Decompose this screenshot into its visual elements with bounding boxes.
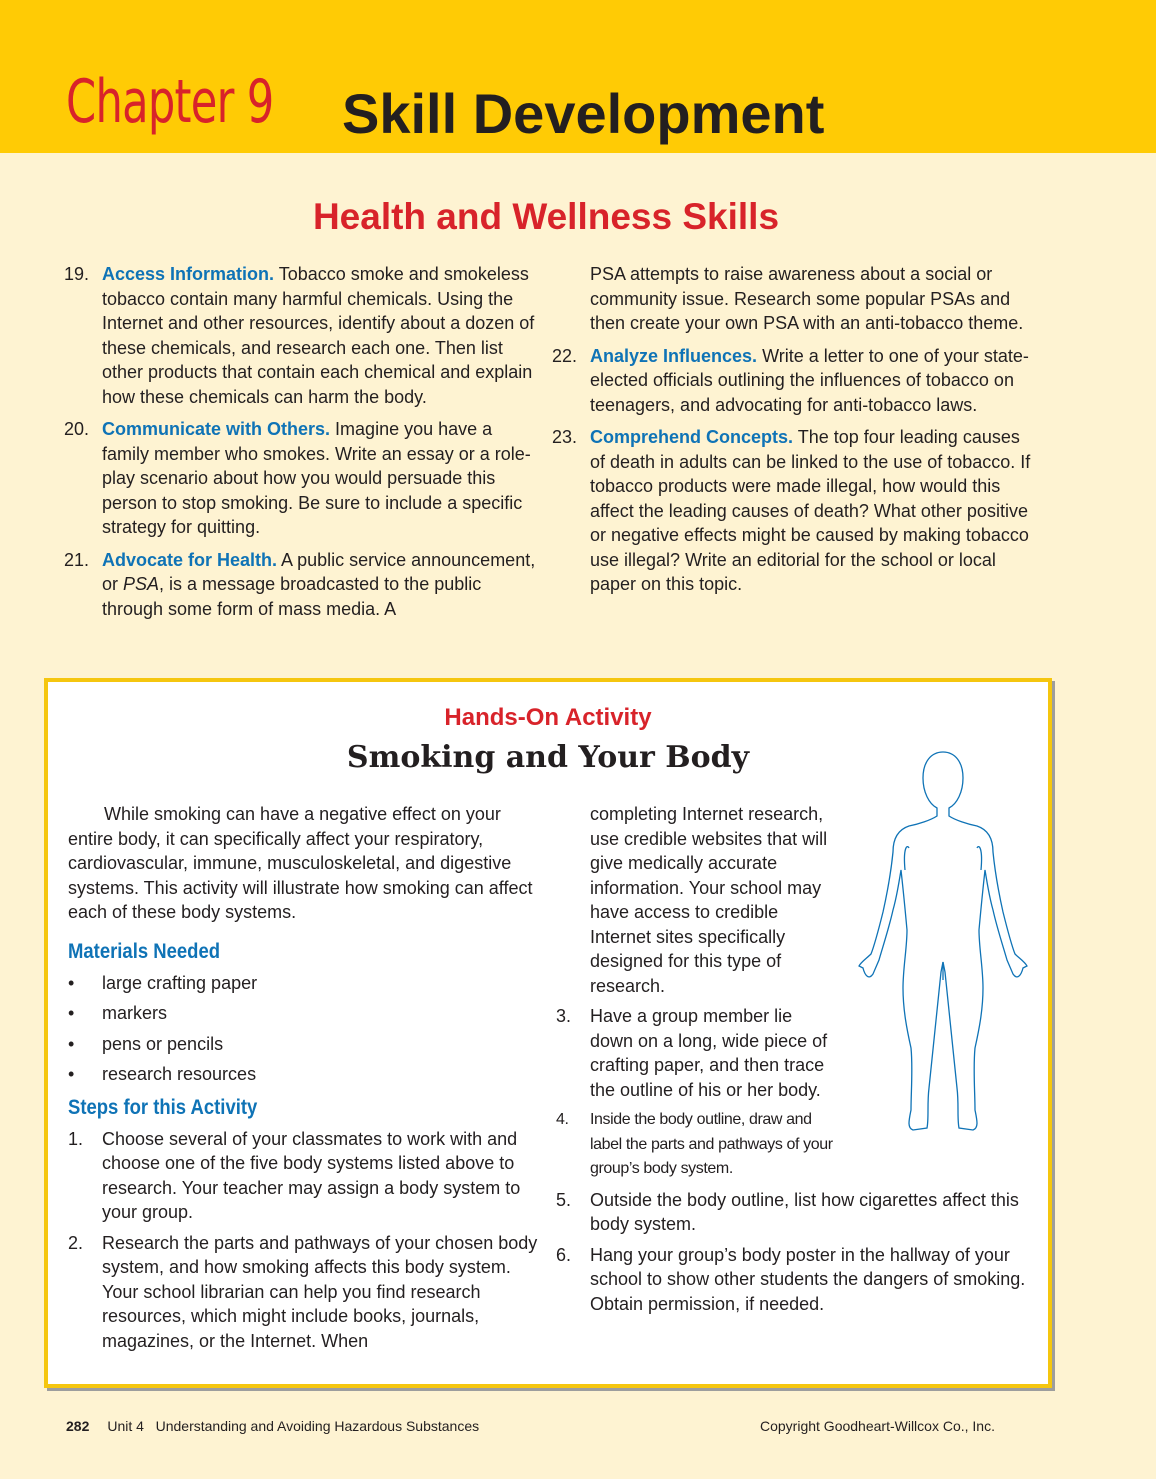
- step-item-2: [68, 1231, 538, 1354]
- skill-text: Imagine you have a family member who smokes. Write an essay or a role-play scenario about how you would persuade this person to stop smoking. Be sure to include a specific strategy for quitting.: [102, 419, 531, 537]
- step-item-6: [556, 1243, 1026, 1317]
- step-text: Choose several of your classmates to work with and choose one of the five body systems listed above to research. Your teacher may assign a body system to your group.: [102, 1128, 521, 1222]
- activity-kicker: Hands-On Activity: [444, 704, 652, 731]
- step-number: 2.: [68, 1232, 84, 1253]
- step-item-4: [556, 1108, 840, 1182]
- list-item: [68, 1001, 538, 1026]
- materials-heading: Materials Needed: [68, 939, 221, 963]
- step-number: 5.: [556, 1189, 572, 1210]
- skill-name: Advocate for Health.: [102, 549, 278, 570]
- step-number: 3.: [556, 1006, 572, 1026]
- skill-name: Communicate with Others.: [102, 419, 331, 439]
- skill-item-22: [552, 344, 1032, 418]
- step-item-2-continuation: completing Internet research, use credible websites that will give medically accurate information. Your school may have access to credible Internet sites specifically designed for this type of research.: [590, 804, 828, 996]
- skill-number: 23.: [552, 427, 578, 447]
- skill-name: Analyze Influences.: [590, 345, 758, 366]
- skill-name: Access Information.: [102, 264, 275, 284]
- skill-name: Comprehend Concepts.: [590, 427, 794, 447]
- skill-item-21: [64, 548, 544, 622]
- skill-number: 22.: [552, 345, 578, 366]
- step-text: Inside the body outline, draw and label the parts and pathways of your group’s body system.: [590, 1111, 833, 1177]
- skill-text: Write a letter to one of your state-elected officials outlining the influences of tobacco on teenagers, and advocating for anti-tobacco laws.: [590, 345, 1029, 415]
- step-number: 6.: [556, 1244, 572, 1265]
- list-item: [68, 1032, 538, 1057]
- bullet-icon: •: [68, 1064, 75, 1084]
- copyright-notice: Copyright Goodheart-Willcox Co., Inc.: [760, 1418, 995, 1434]
- step-text: Have a group member lie down on a long, wide piece of crafting paper, and then trace the outline of his or her body.: [590, 1006, 828, 1100]
- bullet-icon: •: [68, 1003, 75, 1023]
- activity-title: Smoking and Your Body: [346, 740, 750, 775]
- page-title: Skill Development: [342, 82, 825, 145]
- activity-right-column: [556, 802, 1026, 1322]
- step-number: 1.: [68, 1128, 84, 1149]
- section-heading: Health and Wellness Skills: [312, 196, 780, 237]
- steps-heading: Steps for this Activity: [68, 1095, 258, 1119]
- activity-box: [44, 678, 1052, 1388]
- skill-number: 20.: [64, 419, 90, 439]
- page-number: 282: [66, 1418, 90, 1434]
- skill-text: A public service announcement, or: [102, 549, 536, 594]
- footer-left: [66, 1418, 479, 1434]
- skills-column-right: [552, 262, 1032, 605]
- bullet-icon: •: [68, 972, 75, 993]
- skill-text: The top four leading causes of death in adults can be linked to the use of tobacco. If tobacco products were made illegal, how would this affect the leading causes of death? What other positive or negative effects might be caused by making tobacco use illegal? Write an editorial for the school or local paper on this topic.: [590, 427, 1031, 594]
- skill-text: Tobacco smoke and smokeless tobacco contain many harmful chemicals. Using the Internet and other resources, identify about a dozen of these chemicals, and research each one. Then list other products that contain each chemical and explain how these chemicals can harm the body.: [102, 264, 535, 407]
- skill-item-20: [64, 417, 544, 540]
- step-item-3: [556, 1004, 840, 1102]
- skills-column-left: [64, 262, 544, 629]
- skill-text: , is a message broadcasted to the public through some form of mass media. A: [102, 574, 482, 619]
- activity-left-column: [68, 802, 538, 1359]
- step-text: Research the parts and pathways of your chosen body system, and how smoking affects this body system. Your school librarian can help you find research resources, which might include books, journals, magazines, or the Internet. When: [102, 1232, 538, 1351]
- material-label: research resources: [102, 1064, 257, 1084]
- list-item: [68, 1062, 538, 1087]
- chapter-label: Chapter 9: [66, 67, 274, 137]
- activity-intro: While smoking can have a negative effect on your entire body, it can specifically affect your respiratory, cardiovascular, immune, musculoskeletal, and digestive systems. This activity will illustrate how smoking can affect each of these body systems.: [68, 804, 533, 922]
- skill-item-21-continuation: PSA attempts to raise awareness about a social or community issue. Research some popular PSAs and then create your own PSA with an anti-tobacco theme.: [590, 264, 1024, 333]
- list-item: [68, 971, 538, 996]
- skill-number: 21.: [64, 549, 90, 570]
- step-text: Hang your group’s body poster in the hallway of your school to show other students the dangers of smoking. Obtain permission, if needed.: [590, 1244, 1026, 1314]
- step-item-1: [68, 1127, 538, 1225]
- step-text: Outside the body outline, list how cigarettes affect this body system.: [590, 1189, 1019, 1234]
- skill-text-emphasis: PSA: [123, 574, 160, 594]
- skill-number: 19.: [64, 264, 90, 284]
- material-label: pens or pencils: [102, 1033, 224, 1054]
- material-label: large crafting paper: [102, 972, 258, 993]
- material-label: markers: [102, 1003, 168, 1023]
- skill-item-19: [64, 262, 544, 409]
- bullet-icon: •: [68, 1033, 75, 1054]
- step-item-5: [556, 1188, 1026, 1237]
- skill-item-23: [552, 425, 1032, 597]
- step-number: 4.: [556, 1111, 569, 1128]
- unit-title: Unit 4 Understanding and Avoiding Hazardous Substances: [107, 1418, 480, 1434]
